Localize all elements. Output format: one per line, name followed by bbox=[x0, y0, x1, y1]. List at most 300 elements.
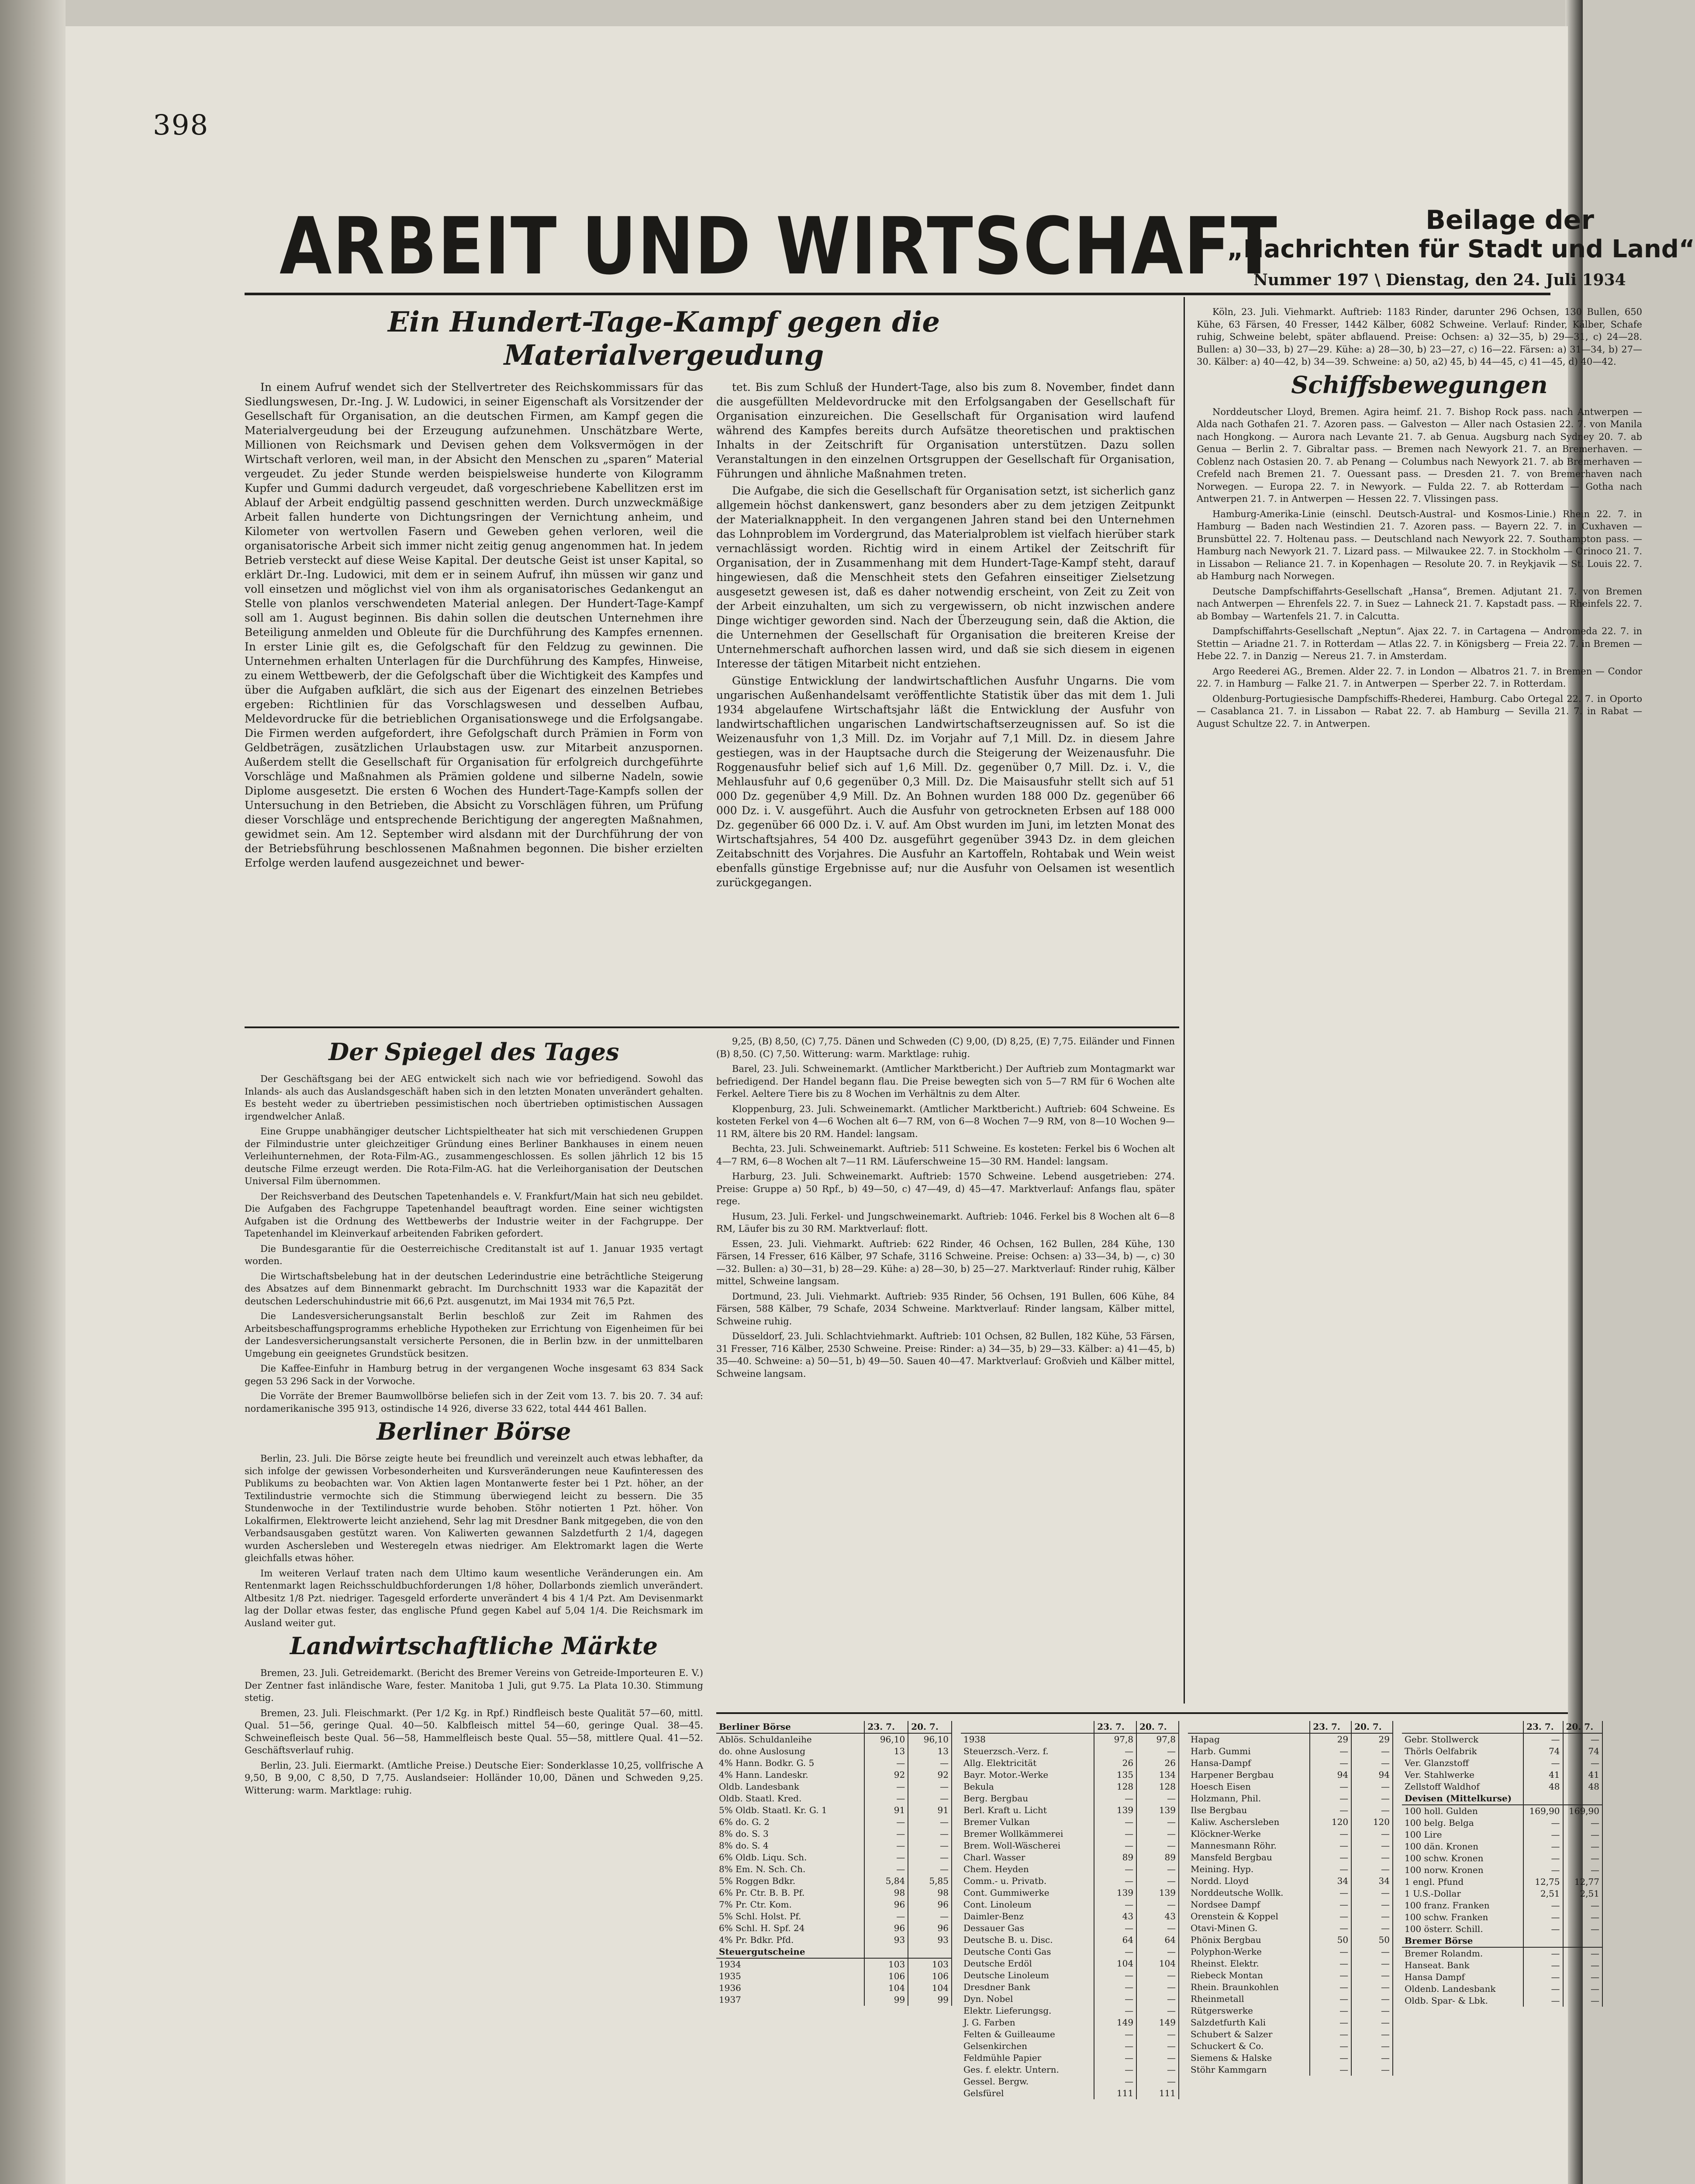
quotes-name-cell: 5% Roggen Bdkr. bbox=[716, 1875, 864, 1887]
quotes-value-cell: 12,75 bbox=[1523, 1876, 1563, 1888]
quotes-row bbox=[1402, 1805, 1602, 1817]
quotes-value-cell: — bbox=[1310, 1804, 1351, 1816]
quotes-row bbox=[961, 1981, 1179, 1993]
quotes-row bbox=[1402, 1876, 1602, 1888]
quotes-name-cell: Holzmann, Phil. bbox=[1188, 1793, 1310, 1804]
lead-paragraph: Die Aufgabe, die sich die Gesellschaft für Organisation setzt, ist sicherlich ganz allgemein höchst dankenswert, ganz besonders aber zu dem jetzigen Zeitpunkt der Materialknappheit. In den vergangenen Jahren stand bei den Unternehmen das Lohnproblem im Vordergrund, das Materialproblem ist vielfach hierüber stark vernachlässigt worden. Richtig wird in einem Artikel der Zeitschrift für Organisation, der in Zusammenhang mit dem Hundert-Tage-Kampf steht, darauf hingewiesen, daß die Menschheit stets den Gefahren einseitiger Zielsetzung ausgesetzt gewesen ist, daß es daher notwendig erscheint, von Zeit zu Zeit von der Arbeit einzuhalten, um sich zu vergewissern, ob nicht inzwischen andere Dinge wichtiger geworden sind. Nach der Überzeugung sein, daß die Aktion, die die Unternehmen der Gesellschaft für Organisation die breiteren Kreise der Unternehmerschaft aufhorchen lassen wird, und daß sie sich diesem in eigenen Interesse der tätigen Mitarbeit nicht entziehen. bbox=[716, 484, 1175, 670]
quotes-header-cell: 20. 7. bbox=[1563, 1721, 1602, 1733]
quotes-row bbox=[1188, 2005, 1393, 2017]
quotes-value-cell: — bbox=[1351, 1852, 1393, 1863]
quotes-value-cell: — bbox=[1523, 1995, 1563, 2007]
quotes-name-cell: 1937 bbox=[716, 1994, 864, 2006]
masthead-title: ARBEIT UND WIRTSCHAFT bbox=[280, 201, 1278, 292]
quotes-row bbox=[961, 1769, 1179, 1781]
left-lower-column bbox=[245, 1035, 703, 2184]
quotes-name-cell: Phönix Bergbau bbox=[1188, 1934, 1310, 1946]
quotes-row bbox=[1402, 1947, 1602, 1959]
quotes-value-cell: — bbox=[1094, 1828, 1136, 1840]
quotes-value-cell: 103 bbox=[864, 1958, 908, 1970]
quotes-header-cell bbox=[1563, 1935, 1602, 1947]
quotes-value-cell: 48 bbox=[1563, 1781, 1602, 1793]
lead-paragraph: Günstige Entwicklung der landwirtschaftlichen Ausfuhr Ungarns. Die vom ungarischen Außenhandelsamt veröffentlichte Statistik über das mit dem 1. Juli 1934 abgelaufene Wirtschaftsjahr läßt die Entwicklung der Ausfuhr von landwirtschaftlichen ungarischen Landwirtschaftserzeugnissen auf. So ist die Weizenausfuhr von 1,3 Mill. Dz. im Vorjahr auf 7,1 Mill. Dz. in diesem Jahre gestiegen, was in der Hauptsache durch die Steigerung der Weizenausfuhr. Die Roggenausfuhr belief sich auf 1,6 Mill. Dz. gegenüber 0,7 Mill. Dz. i. V., die Mehlausfuhr auf 0,6 gegenüber 0,3 Mill. Dz. Die Maisausfuhr stellt sich auf 51 000 Dz. gegenüber 4,9 Mill. Dz. An Bohnen wurden 188 000 Dz. gegenüber 66 000 Dz. i. V. ausgeführt. Auch die Ausfuhr von getrockneten Erbsen auf 188 000 Dz. gegenüber 66 000 Dz. i. V. auf. Am Obst wurden im Juni, im letzten Monat des Wirtschaftsjahres, 54 400 Dz. ausgeführt gegenüber 3943 Dz. in dem gleichen Zeitabschnitt des Vorjahres. Die Ausfuhr an Kartoffeln, Rohtabak und Wein weist ebenfalls günstige Ergebnisse auf; nur die Ausfuhr von Oelsamen ist wesentlich zurückgegangen. bbox=[716, 674, 1175, 889]
quotes-row bbox=[1188, 1745, 1393, 1757]
quotes-value-cell: 134 bbox=[1136, 1769, 1179, 1781]
quotes-value-cell: 96 bbox=[908, 1899, 952, 1911]
quotes-value-cell: — bbox=[1136, 1828, 1179, 1840]
quotes-name-cell: Ver. Glanzstoff bbox=[1402, 1757, 1523, 1769]
quotes-table-2 bbox=[961, 1721, 1179, 2184]
quotes-value-cell: — bbox=[1351, 2064, 1393, 2076]
viehmarkt-paragraph: Essen, 23. Juli. Viehmarkt. Auftrieb: 622 Rinder, 46 Ochsen, 162 Bullen, 284 Kühe, 130 Färsen, 14 Fresser, 616 Kälber, 97 Schafe, 3116 Schweine. Preise: Ochsen: a) 33—34, b) —, c) 30—32. Bullen: a) 30—31, b) 28—29. Kühe: a) 28—30, b) 25—27. Marktverlauf: Rinder ruhig, Kälber mittel, Schweine langsam. bbox=[716, 1238, 1175, 1286]
quotes-name-cell: Hoesch Eisen bbox=[1188, 1781, 1310, 1793]
quotes-value-cell: — bbox=[1136, 1816, 1179, 1828]
schiff-paragraph: Argo Reederei AG., Bremen. Alder 22. 7. in London — Albatros 21. 7. in Bremen — Condor 22. 7. in Hamburg — Falke 21. 7. in Antwerpen — Sperber 22. 7. in Rotterdam. bbox=[1197, 666, 1642, 689]
lead-paragraph: In einem Aufruf wendet sich der Stellvertreter des Reichskommissars für das Siedlungswesen, Dr.-Ing. J. W. Ludowici, in seiner Eigenschaft als Vorsitzender der Gesellschaft für Organisation, an die deutschen Firmen, am Kampf gegen die Materialvergeudung bei der Erzeugung aufzunehmen. Unschätzbare Werte, Millionen von Reichsmark und Devisen gehen dem Volksvermögen in der Wirtschaft verloren, weil man, in der Absicht den Menschen zu „sparen“ Material vergeudet. Zu jeder Stunde werden beispielsweise hunderte von Kilogramm Kupfer und Gummi dadurch vergeudet, daß vorgeschriebene Kabellitzen erst im Ablauf der Arbeit endgültig passend geschnitten werden. Durch unzweckmäßige Arbeit fallen hunderte von Dichtungsringen der Vernichtung anheim, und Kilometer von wertvollen Fasern und Geweben gehen verloren, weil die organisatorische Arbeit sich immer nicht zeitig genug angenommen hat. In jedem Betrieb versteckt auf diese Weise Kapital. Der deutsche Geist ist unser Kapital, so erklärt Dr.-Ing. Ludowici, mit dem er in seinem Aufruf, ihn müssen wir ganz und voll einsetzen und möglichst viel von ihm als organisatorisches Gedankengut an Stelle von planlos verschwendeten Material anlegen. Der Hundert-Tage-Kampf soll am 1. August beginnen. Bis dahin sollen die deutschen Unternehmen ihre Beteiligung anmelden und Obleute für die Durchführung des Kampfes ernennen. In erster Linie gilt es, die Gefolgschaft für den Feldzug zu gewinnen. Die Unternehmen erhalten Unterlagen für die Durchführung des Kampfes, Hinweise, zu einem Wettbewerb, der die Gefolgschaft über die Wichtigkeit des Kampfes und über die Aufgaben aufklärt, die sich aus der Eigenart des einzelnen Betriebes ergeben: Richtlinien für das Vorschlagswesen und desselben Aufbau, Meldevordrucke für die betrieblichen Organisationswege und die Erfolgsangabe. Die Firmen werden aufgefordert, ihre Gefolgschaft durch Prämien in Form von Geldbeträgen, zusätzlichen Urlaubstagen usw. zur Mitarbeit anzuspornen. Außerdem stellt die Gesellschaft für Organisation für erfolgreich durchgeführte Vorschläge und Maßnahmen als Prämien goldene und silberne Nadeln, sowie Diplome ausgesetzt. Die ersten 6 Wochen des Hundert-Tage-Kampfs sollen der Untersuchung in den Betrieben, die Absicht zu Vorschlägen führen, um Prüfung dieser Vorschläge und entsprechende Berichtigung der angeregten Maßnahmen, gewidmet sein. Am 12. September wird alsdann mit der Durchführung der von der Betriebsführung beschlossenen Maßnahmen begonnen. Die bisher erzielten Erfolge werden laufend ausgezeichnet und bewer- bbox=[245, 381, 703, 869]
quotes-value-cell: — bbox=[1351, 1828, 1393, 1840]
quotes-value-cell: — bbox=[1563, 1923, 1602, 1935]
quotes-value-cell: 128 bbox=[1136, 1781, 1179, 1793]
koeln-paragraph: Köln, 23. Juli. Viehmarkt. Auftrieb: 1183 Rinder, darunter 296 Ochsen, 130 Bullen, 650 Kühe, 63 Färsen, 40 Fresser, 1442 Kälber, 6082 Schweine. Verlauf: Rinder, Kälber, Schafe ruhig, Schweine belebt, später abflauend. Preise: Ochsen: a) 32—35, b) 29—31, c) 24—28. Bullen: a) 30—33, b) 27—29. Kühe: a) 28—30, b) 23—27, c) 16—22. Färsen: a) 31—34, b) 27—30. Kälber: a) 40—42, b) 34—39. Schweine: a) 50, a2) 45, b) 44—45, c) 41—45, d) 40—42. bbox=[1197, 307, 1642, 367]
quotes-row bbox=[961, 1840, 1179, 1852]
quotes-row bbox=[1188, 1958, 1393, 1970]
quotes-name-cell: 1 U.S.-Dollar bbox=[1402, 1888, 1523, 1900]
quotes-value-cell: 92 bbox=[908, 1769, 952, 1781]
quotes-row bbox=[961, 1911, 1179, 1922]
quotes-row bbox=[1188, 2052, 1393, 2064]
quotes-name-cell: Harb. Gummi bbox=[1188, 1745, 1310, 1757]
lead-column-1 bbox=[245, 380, 703, 1022]
quotes-name-cell: Deutsche Linoleum bbox=[961, 1970, 1094, 1981]
quotes-value-cell: — bbox=[1523, 1864, 1563, 1876]
quotes-value-cell: — bbox=[1310, 1840, 1351, 1852]
quotes-name-cell: 100 schw. Kronen bbox=[1402, 1852, 1523, 1864]
quotes-value-cell: — bbox=[1136, 1840, 1179, 1852]
quotes-header-cell bbox=[1188, 1721, 1310, 1733]
quotes-header-cell: Devisen (Mittelkurse) bbox=[1402, 1793, 1523, 1805]
viehmarkt-paragraph: Harburg, 23. Juli. Schweinemarkt. Auftrieb: 1570 Schweine. Lebend ausgetrieben: 274. Preise: Gruppe a) 50 Rpf., b) 49—50, c) 47—49, d) 45—47. Marktverlauf: Anfangs flau, später rege. bbox=[716, 1171, 1175, 1206]
quotes-name-cell: 5% Oldb. Staatl. Kr. G. 1 bbox=[716, 1804, 864, 1816]
quotes-row bbox=[961, 1745, 1179, 1757]
quotes-name-cell: Dessauer Gas bbox=[961, 1922, 1094, 1934]
quotes-header-cell: 20. 7. bbox=[1351, 1721, 1393, 1733]
quotes-row bbox=[1188, 1863, 1393, 1875]
landwirtschaft-headline: Landwirtschaftliche Märkte bbox=[290, 1632, 658, 1660]
quotes-row bbox=[961, 2040, 1179, 2052]
quotes-row bbox=[1188, 2028, 1393, 2040]
quotes-value-cell: 93 bbox=[864, 1934, 908, 1946]
quotes-row bbox=[716, 1994, 952, 2006]
quotes-name-cell: 100 norw. Kronen bbox=[1402, 1864, 1523, 1876]
quotes-value-cell: — bbox=[908, 1828, 952, 1840]
quotes-value-cell: 103 bbox=[908, 1958, 952, 1970]
quotes-name-cell: 4% Hann. Landeskr. bbox=[716, 1769, 864, 1781]
mirror-paragraph: Die Landesversicherungsanstalt Berlin beschloß zur Zeit im Rahmen des Arbeitsbeschaffungsprogramms erhebliche Hypotheken zur Errichtung von Eigenheimen für bei der Landesversicherungsanstalt versicherte Personen, die in Berlin bzw. in der unmittelbaren Umgebung ein geeignetes Grundstück besitzen. bbox=[245, 1311, 703, 1359]
quotes-name-cell: J. G. Farben bbox=[961, 2017, 1094, 2028]
landwirtschaft-paragraph: Bremen, 23. Juli. Getreidemarkt. (Bericht des Bremer Vereins von Getreide-Importeuren E. V.) Der Zentner fast inländische Ware, fester. Manitoba 1 Juli, gut 9.75. La Plata 10.30. Stimmung stetig. bbox=[245, 1668, 703, 1703]
quotes-value-cell: — bbox=[1310, 1946, 1351, 1958]
quotes-value-cell: — bbox=[1310, 1993, 1351, 2005]
quotes-name-cell: 4% Pr. Bdkr. Pfd. bbox=[716, 1934, 864, 1946]
quotes-value-cell: 26 bbox=[1136, 1757, 1179, 1769]
quotes-header-cell: Bremer Börse bbox=[1402, 1935, 1523, 1947]
quotes-value-cell: — bbox=[1094, 2040, 1136, 2052]
quotes-value-cell: — bbox=[1310, 1745, 1351, 1757]
newspaper-page bbox=[66, 26, 1695, 2184]
quotes-value-cell: — bbox=[864, 1911, 908, 1922]
quotes-name-cell: Ver. Stahlwerke bbox=[1402, 1769, 1523, 1781]
quotes-row bbox=[716, 1863, 952, 1875]
quotes-row bbox=[961, 1875, 1179, 1887]
quotes-value-cell: — bbox=[908, 1840, 952, 1852]
quotes-value-cell: — bbox=[1563, 1841, 1602, 1852]
quotes-value-cell: — bbox=[1310, 2017, 1351, 2028]
quotes-value-cell: — bbox=[1523, 1947, 1563, 1959]
quotes-value-cell: 96 bbox=[864, 1922, 908, 1934]
quotes-name-cell: 1935 bbox=[716, 1970, 864, 1982]
quotes-value-cell: — bbox=[1563, 1864, 1602, 1876]
quotes-name-cell: Bekula bbox=[961, 1781, 1094, 1793]
mirror-paragraph: Der Geschäftsgang bei der AEG entwickelt sich nach wie vor befriedigend. Sowohl das Inlands- als auch das Auslandsgeschäft haben sich in den letzten Monaten unverändert gehalten. Es besteht weder zu übertrieben pessimistischen noch übertrieben optimistischen Aussagen irgendwelcher Anlaß. bbox=[245, 1074, 703, 1122]
quotes-header-cell bbox=[1402, 1721, 1523, 1733]
quotes-value-cell: — bbox=[908, 1863, 952, 1875]
quotes-value-cell: — bbox=[908, 1911, 952, 1922]
quotes-value-cell: 120 bbox=[1351, 1816, 1393, 1828]
lead-paragraph: tet. Bis zum Schluß der Hundert-Tage, also bis zum 8. November, findet dann die ausgefüllten Meldevordrucke mit den Erfolgsangaben der Gesellschaft für Organisation einzureichen. Die Gesellschaft für Organisation wird laufend während des Kampfes bereits durch Aufsätze theoretischen und praktischen Inhalts in der Zeitschrift für Organisation unterstützen. Dazu sollen Veranstaltungen in den einzelnen Ortsgruppen der Gesellschaft für Organisation, Führungen und ähnliche Maßnahmen treten. bbox=[716, 381, 1175, 480]
quotes-value-cell: 139 bbox=[1136, 1804, 1179, 1816]
quotes-value-cell: 149 bbox=[1136, 2017, 1179, 2028]
mirror-paragraph: Der Reichsverband des Deutschen Tapetenhandels e. V. Frankfurt/Main hat sich neu gebildet. Die Aufgaben des Fachgruppe Tapetenhandel beauftragt worden. Eine seiner wichtigsten Aufgaben ist die Ordnung des Wettbewerbs der Industrie weiter in der Fachgruppe. Der Tapetenhandel im Kleinverkauf arbeitenden Fabriken gefordert. bbox=[245, 1191, 703, 1239]
quotes-value-cell: — bbox=[1310, 1958, 1351, 1970]
quotes-name-cell: 100 belg. Belga bbox=[1402, 1817, 1523, 1829]
quotes-row bbox=[1402, 1841, 1602, 1852]
quotes-row bbox=[1402, 1971, 1602, 1983]
quotes-value-cell: — bbox=[1310, 2040, 1351, 2052]
quotes-value-cell: — bbox=[1563, 1817, 1602, 1829]
quotes-row bbox=[1402, 1983, 1602, 1995]
quotes-value-cell: — bbox=[908, 1793, 952, 1804]
quotes-value-cell: — bbox=[1351, 1922, 1393, 1934]
quotes-table-3 bbox=[1188, 1721, 1393, 2184]
quotes-value-cell: — bbox=[1310, 2064, 1351, 2076]
quotes-row bbox=[961, 1899, 1179, 1911]
quotes-value-cell: — bbox=[1310, 1852, 1351, 1863]
quotes-row bbox=[716, 1840, 952, 1852]
quotes-value-cell: — bbox=[1523, 1900, 1563, 1911]
quotes-value-cell: — bbox=[1351, 1757, 1393, 1769]
quotes-value-cell: 12,77 bbox=[1563, 1876, 1602, 1888]
quotes-value-cell: — bbox=[1310, 2005, 1351, 2017]
quotes-row bbox=[961, 1757, 1179, 1769]
quotes-value-cell: — bbox=[1094, 2028, 1136, 2040]
quotes-name-cell: Schuckert & Co. bbox=[1188, 2040, 1310, 2052]
quotes-name-cell: 1934 bbox=[716, 1958, 864, 1970]
quotes-value-cell: 149 bbox=[1094, 2017, 1136, 2028]
lead-column-2 bbox=[716, 380, 1175, 1022]
viehmarkt-paragraph: Barel, 23. Juli. Schweinemarkt. (Amtlicher Marktbericht.) Der Auftrieb zum Montagmarkt war befriedigend. Der Handel begann flau. Die Preise bewegten sich von 5—7 RM für 6 Wochen alte Ferkel. Aeltere Tiere bis zu 8 Wochen im Verhältnis zu dem Alter. bbox=[716, 1064, 1175, 1099]
lead-column-divider bbox=[1184, 297, 1185, 1704]
quotes-value-cell: — bbox=[864, 1863, 908, 1875]
quotes-name-cell: Berg. Bergbau bbox=[961, 1793, 1094, 1804]
quotes-value-cell: — bbox=[1094, 2052, 1136, 2064]
quotes-row bbox=[716, 1958, 952, 1970]
quotes-row bbox=[961, 2087, 1179, 2099]
quotes-name-cell: Mansfeld Bergbau bbox=[1188, 1852, 1310, 1863]
quotes-value-cell: 94 bbox=[1351, 1769, 1393, 1781]
quotes-name-cell: Schubert & Salzer bbox=[1188, 2028, 1310, 2040]
quotes-row bbox=[1188, 2064, 1393, 2076]
quotes-name-cell: Dresdner Bank bbox=[961, 1981, 1094, 1993]
mirror-paragraph: Die Vorräte der Bremer Baumwollbörse beliefen sich in der Zeit vom 13. 7. bis 20. 7. 34 auf: nordamerikanische 395 913, ostindische 14 926, diverse 33 622, total 444 461 Ballen. bbox=[245, 1391, 703, 1414]
quotes-row bbox=[1402, 1995, 1602, 2007]
landwirtschaft-paragraph: Berlin, 23. Juli. Eiermarkt. (Amtliche Preise.) Deutsche Eier: Sonderklasse 10,25, vollfrische A 9,50, B 9,00, C 8,50, D 7,75. Auslandseier: Holländer 10,00, Dänen und Schweden 9,25. Witterung: warm. Marktlage: ruhig. bbox=[245, 1760, 703, 1796]
quotes-row bbox=[961, 1804, 1179, 1816]
quotes-row bbox=[1402, 1911, 1602, 1923]
quotes-value-cell: — bbox=[1351, 1911, 1393, 1922]
schiff-paragraph: Norddeutscher Lloyd, Bremen. Agira heimf. 21. 7. Bishop Rock pass. nach Antwerpen — Alda nach Gothafen 21. 7. Azoren pass. — Galveston — Aller nach Ostasien 22. 7. von Manila nach Hongkong. — Aurora nach Levante 21. 7. ab Genua. Augsburg nach Sydney 20. 7. ab Genua — Berlin 2. 7. Gibraltar pass. — Bremen nach Newyork 21. 7. an Bremerhaven. — Coblenz nach Ostasien 20. 7. ab Penang — Columbus nach Newyork 21. 7. ab Bremerhaven — Crefeld nach Bremen 21. 7. Ouessant pass. — Dresden 21. 7. von Bremerhaven nach Norwegen. — Europa 22. 7. in Newyork. — Fulda 22. 7. ab Rotterdam — Gotha nach Antwerpen 21. 7. in Antwerpen — Hessen 22. 7. Vlissingen pass. bbox=[1197, 406, 1642, 504]
quotes-row bbox=[1188, 1970, 1393, 1981]
quotes-value-cell: — bbox=[1310, 1863, 1351, 1875]
quotes-value-cell: 106 bbox=[864, 1970, 908, 1982]
quotes-table bbox=[1188, 1721, 1393, 2076]
quotes-value-cell: — bbox=[1523, 1757, 1563, 1769]
quotes-value-cell: — bbox=[1563, 1757, 1602, 1769]
quotes-name-cell: 8% do. S. 4 bbox=[716, 1840, 864, 1852]
quotes-row bbox=[961, 1816, 1179, 1828]
quotes-row bbox=[1188, 1793, 1393, 1804]
quotes-name-cell: Otavi-Minen G. bbox=[1188, 1922, 1310, 1934]
quotes-row bbox=[1188, 1993, 1393, 2005]
quotes-row bbox=[1188, 2040, 1393, 2052]
quotes-value-cell: — bbox=[1136, 1899, 1179, 1911]
quotes-value-cell: — bbox=[1351, 1745, 1393, 1757]
quotes-name-cell: Klöckner-Werke bbox=[1188, 1828, 1310, 1840]
quotes-value-cell: — bbox=[1136, 1981, 1179, 1993]
quotes-row bbox=[716, 1934, 952, 1946]
quotes-header-cell: 23. 7. bbox=[1523, 1721, 1563, 1733]
quotes-row bbox=[961, 2005, 1179, 2017]
quotes-table bbox=[716, 1721, 952, 2006]
quotes-value-cell: — bbox=[908, 1757, 952, 1769]
quotes-row bbox=[961, 1781, 1179, 1793]
quotes-row bbox=[716, 1970, 952, 1982]
quotes-value-cell: 13 bbox=[908, 1745, 952, 1757]
quotes-value-cell: — bbox=[1136, 1993, 1179, 2005]
quotes-name-cell: Hansa Dampf bbox=[1402, 1971, 1523, 1983]
quotes-name-cell: 100 holl. Gulden bbox=[1402, 1805, 1523, 1817]
quotes-name-cell: Kaliw. Aschersleben bbox=[1188, 1816, 1310, 1828]
quotes-value-cell: — bbox=[1310, 1981, 1351, 1993]
quotes-value-cell: 111 bbox=[1094, 2087, 1136, 2099]
quotes-header-cell: Steuergutscheine bbox=[716, 1946, 864, 1958]
quotes-name-cell: Meining. Hyp. bbox=[1188, 1863, 1310, 1875]
quotes-name-cell: Rhein. Braunkohlen bbox=[1188, 1981, 1310, 1993]
quotes-value-cell: — bbox=[1094, 1946, 1136, 1958]
quotes-value-cell: 64 bbox=[1136, 1934, 1179, 1946]
quotes-row bbox=[961, 2028, 1179, 2040]
quotes-row bbox=[716, 1828, 952, 1840]
lead-bottom-rule bbox=[245, 1026, 1179, 1028]
quotes-value-cell: — bbox=[1136, 1922, 1179, 1934]
quotes-value-cell: — bbox=[1310, 1922, 1351, 1934]
quotes-value-cell: — bbox=[1136, 2040, 1179, 2052]
quotes-row bbox=[1188, 1875, 1393, 1887]
quotes-name-cell: Steuerzsch.-Verz. f. bbox=[961, 1745, 1094, 1757]
issue-line: Nummer 197 \ Dienstag, den 24. Juli 1934 bbox=[1253, 271, 1626, 289]
quotes-row bbox=[961, 1946, 1179, 1958]
quotes-value-cell: — bbox=[1310, 1828, 1351, 1840]
quotes-name-cell: Bremer Vulkan bbox=[961, 1816, 1094, 1828]
quotes-value-cell: — bbox=[1136, 2076, 1179, 2087]
schiff-paragraph: Oldenburg-Portugiesische Dampfschiffs-Rhederei, Hamburg. Cabo Ortegal 22. 7. in Oporto — Casablanca 21. 7. in Lissabon — Rabat 22. 7. ab Hamburg — Sevilla 21. 7. in Rabat — August Schultze 22. 7. in Antwerpen. bbox=[1197, 693, 1642, 729]
quotes-value-cell: 91 bbox=[864, 1804, 908, 1816]
quotes-value-cell: — bbox=[1563, 1983, 1602, 1995]
quotes-row bbox=[961, 2076, 1179, 2087]
quotes-value-cell: — bbox=[1523, 1983, 1563, 1995]
quotes-value-cell: 96,10 bbox=[864, 1733, 908, 1745]
right-column bbox=[1197, 306, 1642, 1704]
quotes-value-cell: — bbox=[1136, 1745, 1179, 1757]
quotes-value-cell: — bbox=[1310, 2052, 1351, 2064]
quotes-value-cell: — bbox=[1563, 1959, 1602, 1971]
quotes-value-cell: — bbox=[864, 1840, 908, 1852]
quotes-value-cell: 5,85 bbox=[908, 1875, 952, 1887]
quotes-value-cell: — bbox=[864, 1852, 908, 1863]
quotes-value-cell: — bbox=[1136, 1946, 1179, 1958]
quotes-name-cell: Mannesmann Röhr. bbox=[1188, 1840, 1310, 1852]
quotes-name-cell: Gelsfürel bbox=[961, 2087, 1094, 2099]
quotes-value-cell: — bbox=[1094, 1981, 1136, 1993]
quotes-value-cell: — bbox=[1523, 1971, 1563, 1983]
quotes-value-cell: 26 bbox=[1094, 1757, 1136, 1769]
quotes-name-cell: Bremer Rolandm. bbox=[1402, 1947, 1523, 1959]
quotes-value-cell: 41 bbox=[1523, 1769, 1563, 1781]
quotes-row bbox=[961, 1887, 1179, 1899]
quotes-row bbox=[961, 1793, 1179, 1804]
quotes-name-cell: Salzdetfurth Kali bbox=[1188, 2017, 1310, 2028]
quotes-name-cell: Hanseat. Bank bbox=[1402, 1959, 1523, 1971]
schiff-paragraph: Hamburg-Amerika-Linie (einschl. Deutsch-Austral- und Kosmos-Linie.) Rhein 22. 7. in Hamburg — Baden nach Westindien 21. 7. Azoren pass. — Bayern 22. 7. in Cuxhaven — Brunsbüttel 22. 7. Holtenau pass. — Deutschland nach Newyork 22. 7. Southampton pass. — Hamburg nach Newyork 21. 7. Lizard pass. — Milwaukee 22. 7. in Stockholm — Orinoco 21. 7. in Lissabon — Reliance 21. 7. in Kopenhagen — Resolute 20. 7. in Reykjavik — St. Louis 22. 7. ab Hamburg nach Norwegen. bbox=[1197, 508, 1642, 581]
quotes-row bbox=[961, 2017, 1179, 2028]
quotes-value-cell: 104 bbox=[1094, 1958, 1136, 1970]
quotes-name-cell: 100 Lire bbox=[1402, 1829, 1523, 1841]
quotes-header-row bbox=[1402, 1793, 1602, 1805]
quotes-value-cell: — bbox=[1351, 1887, 1393, 1899]
quotes-row bbox=[1188, 1981, 1393, 1993]
quotes-row bbox=[716, 1745, 952, 1757]
quotes-row bbox=[961, 1828, 1179, 1840]
quotes-name-cell: 100 österr. Schill. bbox=[1402, 1923, 1523, 1935]
quotes-value-cell: — bbox=[1351, 1863, 1393, 1875]
quotes-value-cell: — bbox=[1136, 1970, 1179, 1981]
schiff-paragraph: Dampfschiffahrts-Gesellschaft „Neptun“. Ajax 22. 7. in Cartagena — Andromeda 22. 7. in Stettin — Ariadne 21. 7. in Rotterdam — Atlas 22. 7. in Königsberg — Freia 22. 7. in Bremen — Hebe 22. 7. in Danzig — Nereus 21. 7. in Amsterdam. bbox=[1197, 626, 1642, 661]
quotes-row bbox=[961, 1922, 1179, 1934]
quotes-table bbox=[961, 1721, 1179, 2099]
quotes-value-cell: — bbox=[1094, 1793, 1136, 1804]
quotes-value-cell: 74 bbox=[1563, 1745, 1602, 1757]
quotes-value-cell: 48 bbox=[1523, 1781, 1563, 1793]
quotes-name-cell: Comm.- u. Privatb. bbox=[961, 1875, 1094, 1887]
quotes-row bbox=[1402, 1829, 1602, 1841]
quotes-value-cell: — bbox=[1351, 2028, 1393, 2040]
quotes-name-cell: Feldmühle Papier bbox=[961, 2052, 1094, 2064]
quotes-table bbox=[1402, 1721, 1603, 2007]
quotes-value-cell: — bbox=[1094, 1840, 1136, 1852]
quotes-value-cell: — bbox=[1351, 2052, 1393, 2064]
quotes-value-cell: 5,84 bbox=[864, 1875, 908, 1887]
quotes-value-cell: 34 bbox=[1310, 1875, 1351, 1887]
quotes-row bbox=[1188, 1934, 1393, 1946]
supplement-label-block bbox=[1227, 205, 1695, 264]
quotes-name-cell: Cont. Linoleum bbox=[961, 1899, 1094, 1911]
quotes-value-cell: 34 bbox=[1351, 1875, 1393, 1887]
quotes-value-cell: 169,90 bbox=[1523, 1805, 1563, 1817]
quotes-name-cell: Rütgerswerke bbox=[1188, 2005, 1310, 2017]
quotes-row bbox=[716, 1816, 952, 1828]
quotes-name-cell: Charl. Wasser bbox=[961, 1852, 1094, 1863]
quotes-value-cell: 92 bbox=[864, 1769, 908, 1781]
quotes-value-cell: — bbox=[1136, 1875, 1179, 1887]
quotes-row bbox=[961, 1958, 1179, 1970]
quotes-value-cell: — bbox=[1094, 1922, 1136, 1934]
quotes-name-cell: Daimler-Benz bbox=[961, 1911, 1094, 1922]
quotes-value-cell: — bbox=[1310, 1911, 1351, 1922]
quotes-row bbox=[716, 1887, 952, 1899]
quotes-row bbox=[1188, 1757, 1393, 1769]
quotes-name-cell: Cont. Gummiwerke bbox=[961, 1887, 1094, 1899]
quotes-name-cell: Felten & Guilleaume bbox=[961, 2028, 1094, 2040]
quotes-value-cell: — bbox=[1136, 1793, 1179, 1804]
quotes-header-row bbox=[1402, 1721, 1602, 1733]
quotes-name-cell: Polyphon-Werke bbox=[1188, 1946, 1310, 1958]
quotes-row bbox=[1188, 1946, 1393, 1958]
quotes-row bbox=[961, 1970, 1179, 1981]
quotes-name-cell: Gessel. Bergw. bbox=[961, 2076, 1094, 2087]
supplement-label: Beilage der bbox=[1426, 205, 1594, 235]
mirror-paragraph: Eine Gruppe unabhängiger deutscher Lichtspieltheater hat sich mit verschiedenen Gruppen der Filmindustrie unter gleichzeitiger Gründung eines Berliner Bankhauses in einem neuen Verleihunternehmen, der Rota-Film-AG., zusammengeschlossen. Es sollen jährlich 12 bis 15 deutsche Filme erzeugt werden. Die Rota-Film-AG. hat die Verleihorganisation der Deutschen Universal Film übernommen. bbox=[245, 1126, 703, 1186]
quotes-value-cell: — bbox=[1523, 1817, 1563, 1829]
lead-headline: Ein Hundert-Tage-Kampf gegen die Materialvergeudung bbox=[387, 306, 940, 372]
quotes-value-cell: 99 bbox=[864, 1994, 908, 2006]
quotes-row bbox=[961, 1852, 1179, 1863]
boerse-headline: Berliner Börse bbox=[376, 1417, 571, 1445]
quotes-value-cell: — bbox=[1563, 1911, 1602, 1923]
quotes-name-cell: Chem. Heyden bbox=[961, 1863, 1094, 1875]
quotes-row bbox=[716, 1733, 952, 1745]
viehmarkt-paragraph: Dortmund, 23. Juli. Viehmarkt. Auftrieb: 935 Rinder, 56 Ochsen, 191 Bullen, 606 Kühe, 84 Färsen, 588 Kälber, 79 Schafe, 2034 Schweine. Marktverlauf: Rinder langsam, Kälber mittel, Schweine ruhig. bbox=[716, 1291, 1175, 1327]
quotes-value-cell: — bbox=[1351, 1793, 1393, 1804]
quotes-value-cell: — bbox=[1563, 1971, 1602, 1983]
quotes-value-cell: 50 bbox=[1351, 1934, 1393, 1946]
quotes-value-cell: — bbox=[864, 1816, 908, 1828]
quotes-value-cell: — bbox=[1094, 1816, 1136, 1828]
quotes-value-cell: 104 bbox=[1136, 1958, 1179, 1970]
quotes-name-cell: 100 schw. Franken bbox=[1402, 1911, 1523, 1923]
quotes-row bbox=[716, 1911, 952, 1922]
quotes-name-cell: Elektr. Lieferungsg. bbox=[961, 2005, 1094, 2017]
quotes-name-cell: 6% Schl. H. Spf. 24 bbox=[716, 1922, 864, 1934]
quotes-name-cell: 1 engl. Pfund bbox=[1402, 1876, 1523, 1888]
quotes-value-cell: 120 bbox=[1310, 1816, 1351, 1828]
quotes-value-cell: — bbox=[1563, 1733, 1602, 1745]
quotes-row bbox=[961, 2064, 1179, 2076]
quotes-row bbox=[1188, 1781, 1393, 1793]
quotes-value-cell: 96 bbox=[908, 1922, 952, 1934]
quotes-header-cell: 20. 7. bbox=[1136, 1721, 1179, 1733]
quotes-row bbox=[961, 1733, 1179, 1745]
quotes-name-cell: Deutsche Conti Gas bbox=[961, 1946, 1094, 1958]
quotes-value-cell: — bbox=[1523, 1959, 1563, 1971]
quotes-value-cell: — bbox=[1094, 1875, 1136, 1887]
